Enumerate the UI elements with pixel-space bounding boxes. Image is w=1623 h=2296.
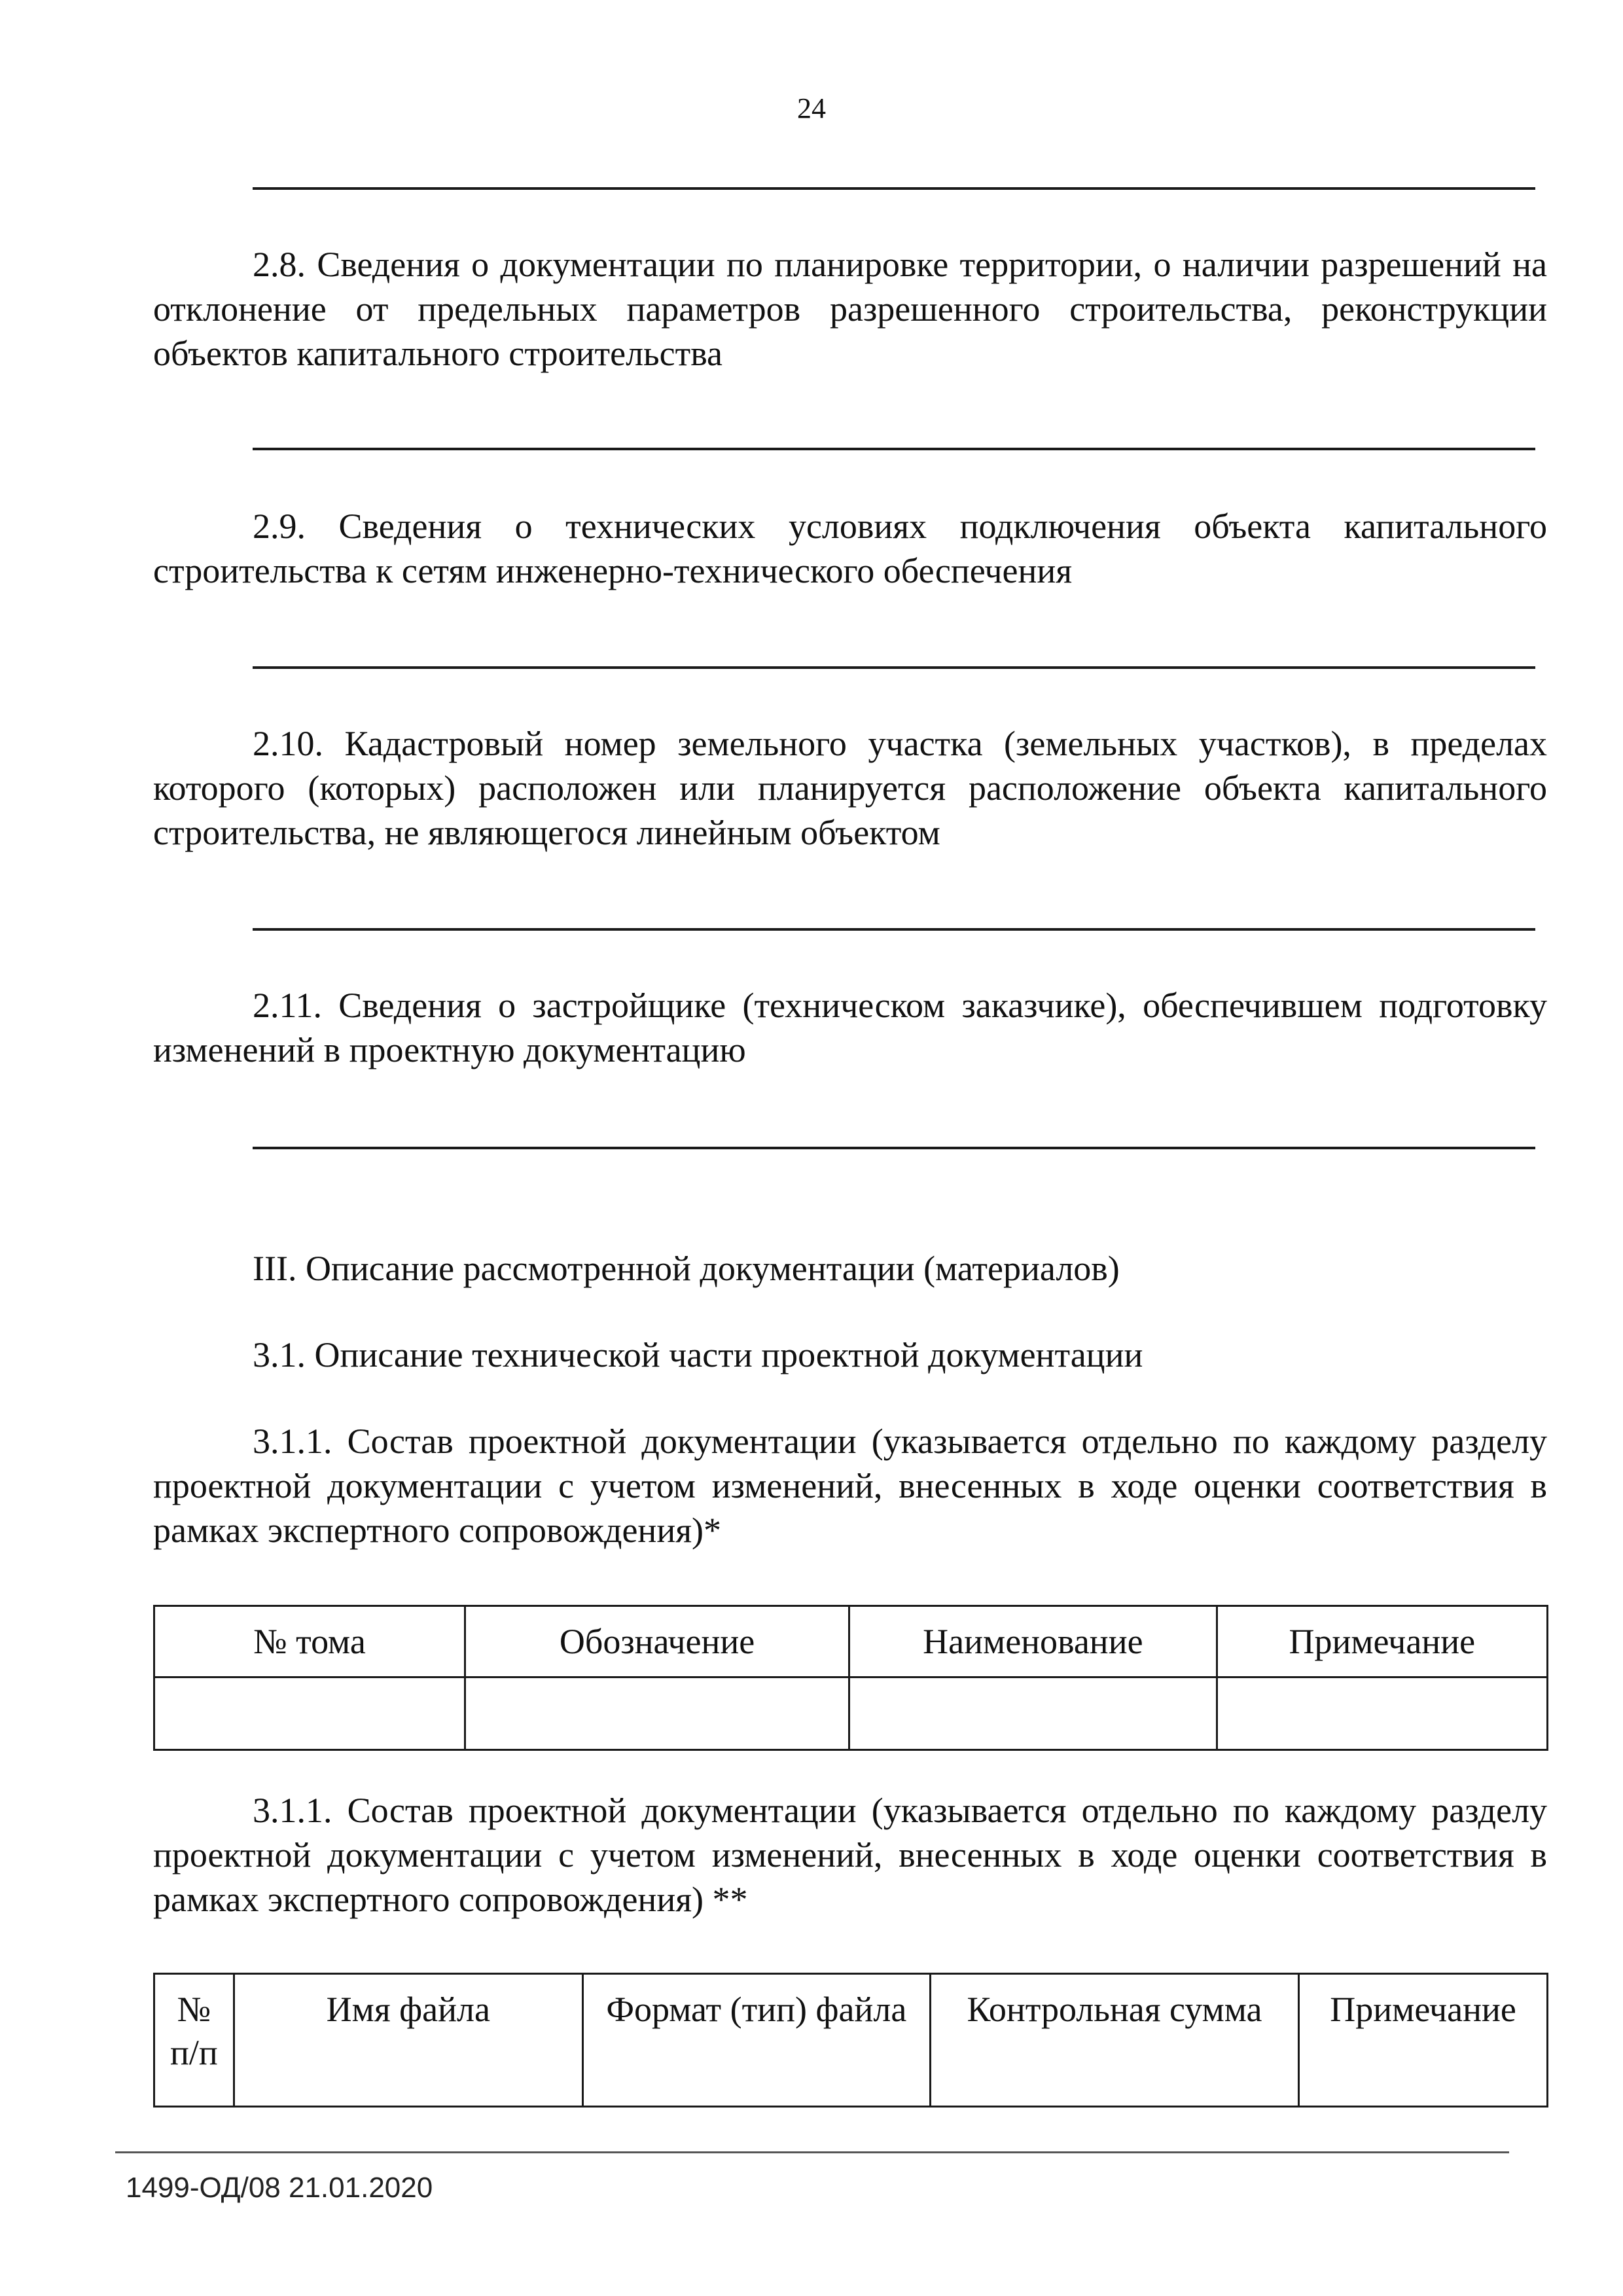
paragraph-text: Кадастровый номер земельного участка (земельных участков), в пределах которого (которых) расположен или планируется расположение объекта капитального строительства, не являющегося линейным объектом [153,724,1547,852]
column-header-file-format: Формат (тип) файла [582,1974,930,2107]
paragraph-number: 2.11. [253,986,322,1025]
section-3-heading: III. Описание рассмотренной документации (материалов) [253,1249,1120,1288]
column-header-note: Примечание [1299,1974,1548,2107]
paragraph-number: 2.9. [253,507,306,546]
paragraph-text: Состав проектной документации (указывается отдельно по каждому разделу проектной документации с учетом изменений, внесенных в ходе оценки соответствия в рамках экспертного сопровождения)* [153,1422,1548,1550]
paragraph-number: 3.1.1. [253,1791,332,1830]
fill-in-line [253,666,1535,669]
paragraph-text: Сведения о застройщике (техническом заказчике), обеспечившем подготовку изменений в проектную документацию [153,986,1548,1069]
table-header-row [154,1606,1548,1677]
table-cell [154,1677,465,1750]
column-header-item-number: № п/п [154,1974,234,2107]
page-number: 24 [797,92,826,124]
paragraph-3-1-1-first [153,1419,1547,1552]
paragraph-3-1-1-second [153,1788,1547,1922]
paragraph-number: 2.10. [253,724,323,763]
paragraph-number: 2.8. [253,245,306,284]
paragraph-text: Сведения о документации по планировке территории, о наличии разрешений на отклонение от предельных параметров разрешенного строительства, реконструкции объектов капитального строительства [153,245,1547,373]
footer-divider [115,2151,1509,2153]
project-documentation-table [153,1605,1548,1751]
table-cell [849,1677,1217,1750]
section-3-1-heading: 3.1. Описание технической части проектной документации [253,1335,1143,1374]
document-code: 1499-ОД/08 21.01.2020 [126,2172,433,2204]
table-header-row [154,1974,1548,2107]
column-header-designation: Обозначение [465,1606,849,1677]
paragraph-number: 3.1.1. [253,1422,332,1461]
column-header-name: Наименование [849,1606,1217,1677]
table-cell [465,1677,849,1750]
paragraph-text: Состав проектной документации (указывается отдельно по каждому разделу проектной документации с учетом изменений, внесенных в ходе оценки соответствия в рамках экспертного сопровождения) ** [153,1791,1548,1919]
fill-in-line [253,448,1535,450]
column-header-file-name: Имя файла [234,1974,582,2107]
project-files-table [153,1973,1548,2108]
paragraph-2-9 [153,504,1547,593]
paragraph-2-11 [153,983,1547,1072]
table-row [154,1677,1548,1750]
fill-in-line [253,1147,1535,1149]
column-header-volume-number: № тома [154,1606,465,1677]
fill-in-line [253,187,1535,190]
paragraph-2-8 [153,242,1547,376]
paragraph-text: Сведения о технических условиях подключения объекта капитального строительства к сетям инженерно-технического обеспечения [153,507,1547,590]
table-cell [1217,1677,1547,1750]
paragraph-2-10 [153,721,1547,855]
column-header-checksum: Контрольная сумма [930,1974,1298,2107]
column-header-note: Примечание [1217,1606,1547,1677]
fill-in-line [253,928,1535,931]
